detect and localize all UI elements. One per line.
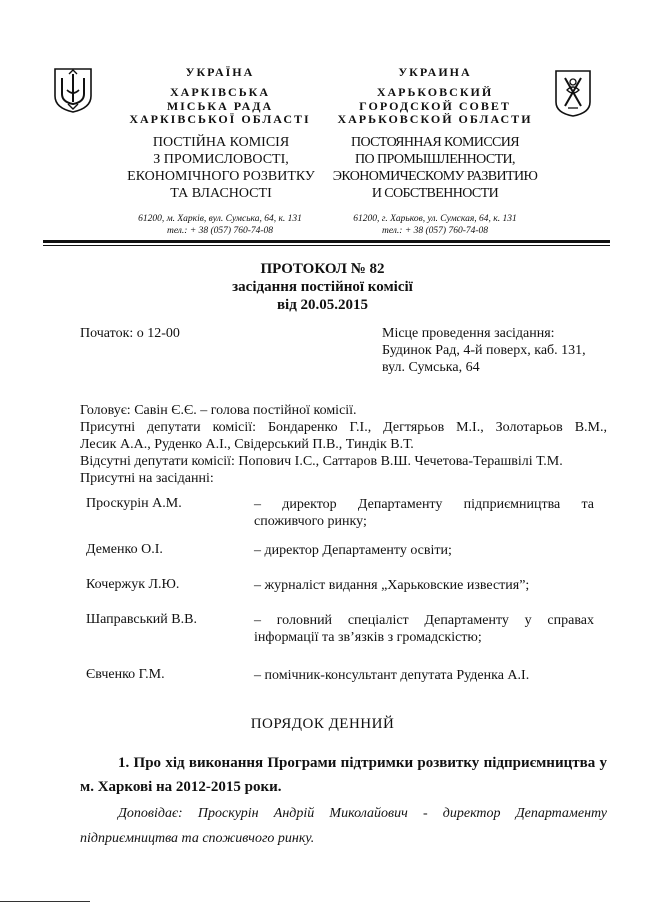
attendee-role: – директор Департаменту освіти; [254,543,452,558]
header-ru-council-3: ХАРЬКОВСКОЙ ОБЛАСТИ [337,112,533,126]
trident-coat-of-arms-icon [52,66,94,114]
meeting-venue-label: Місце проведення засідання: [382,326,555,341]
attendee-role: – журналіст видання „Харьковские известия”; [254,578,530,593]
protocol-title: ПРОТОКОЛ № 82 [260,261,385,277]
header-ua-commission-line: ЕКОНОМІЧНОГО РОЗВИТКУ [127,169,315,184]
attendee-name: Шаправський В.В. [86,612,197,627]
header-ua-commission-line: ТА ВЛАСНОСТІ [170,186,272,201]
meeting-venue-street: вул. Сумська, 64 [382,360,480,375]
attendee-name: Проскурін А.М. [86,496,182,511]
chair-line: Головує: Савін Є.Є. – голова постійної комісії. [80,403,357,418]
meeting-start: Початок: о 12-00 [80,326,180,341]
attendee-role: – головний спеціаліст Департаменту у справах [254,613,594,628]
attendee-name: Деменко О.І. [86,542,163,557]
header-divider-thick [43,240,610,243]
attendee-name: Кочержук Л.Ю. [86,577,180,592]
protocol-date: від 20.05.2015 [276,297,369,313]
header-ua-commission [115,134,327,202]
header-ru-commission [330,134,540,202]
present-line-1: Присутні депутати комісії: Бондаренко Г.І., Дегтярьов М.І., Золотарьов В.М., [80,420,607,435]
header-ru-council-2: ГОРОДСКОЙ СОВЕТ [359,99,511,113]
header-ru-commission-line: ПОСТОЯННАЯ КОМИССИЯ [350,135,520,150]
header-ru-country: УКРАИНА [398,65,472,79]
header-ua-commission-line: ПОСТІЙНА КОМІСІЯ [152,135,290,150]
agenda-heading: ПОРЯДОК ДЕННИЙ [250,716,395,732]
header-ua-commission-line: З ПРОМИСЛОВОСТІ, [153,152,289,167]
header-ua-country: УКРАЇНА [185,65,255,79]
agenda-item-1: 1. Про хід виконання Програми підтримки розвитку підприємництва у [118,755,607,771]
agenda-reporter-cont: підприємництва та споживчого ринку. [80,831,315,846]
attendee-role-cont: інформації та зв’язків з громадскістю; [254,630,482,645]
absent-line: Відсутні депутати комісії: Попович І.С., Саттаров В.Ш. Чечетова-Терашвілі Т.М. [80,454,563,469]
agenda-reporter: Доповідає: Проскурін Андрій Миколайович - директор Департаменту [118,806,607,821]
header-ru-address-2: тел.: + 38 (057) 760-74-08 [381,226,489,236]
header-ru-commission-line: ЭКОНОМИЧЕСКОМУ РАЗВИТИЮ [332,169,538,184]
protocol-subtitle: засідання постійної комісії [232,279,413,295]
header-ru-commission-line: ПО ПРОМЫШЛЕННОСТИ, [355,152,515,167]
header-ua-address-1: 61200, м. Харків, вул. Сумська, 64, к. 131 [138,214,302,224]
header-ua-council-3: ХАРКІВСЬКОЇ ОБЛАСТІ [129,112,311,126]
footer-rule [0,901,90,902]
header-ua-council-2: МІСЬКА РАДА [166,99,274,113]
meeting-venue-address: Будинок Рад, 4-й поверх, каб. 131, [382,343,586,358]
header-divider-thin [43,245,610,246]
attendee-name: Євченко Г.М. [86,667,165,682]
attendee-role: – директор Департаменту підприємництва та [254,497,594,512]
invited-label: Присутні на засіданні: [80,471,214,486]
header-ua-council-1: ХАРКІВСЬКА [169,85,270,99]
header-ru-address-1: 61200, г. Харьков, ул. Сумская, 64, к. 131 [353,214,517,224]
header-ru-council-1: ХАРЬКОВСКИЙ [376,85,494,99]
kharkiv-coat-of-arms-icon [553,68,593,118]
attendee-role-cont: споживчого ринку; [254,514,367,529]
header-ru-commission-line: И СОБСТВЕННОСТИ [371,186,499,201]
present-line-2: Лесик А.А., Руденко А.І., Свідерський П.В., Тиндік В.Т. [80,437,414,452]
agenda-item-1-cont: м. Харкові на 2012-2015 роки. [80,779,282,795]
header-ua-address-2: тел.: + 38 (057) 760-74-08 [166,226,274,236]
attendee-role: – помічник-консультант депутата Руденка А.І. [254,668,530,683]
